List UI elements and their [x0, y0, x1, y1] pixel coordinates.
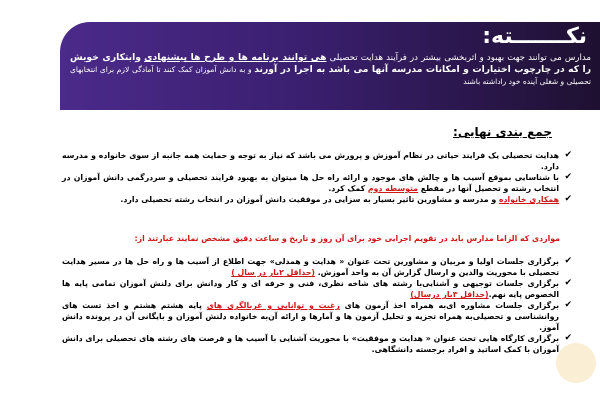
bullet-text: پایه هشتم هشتم و اخذ تست های روانشناسی و تحصیلی‌به همراه تجزیه و تحلیل آزمون ها و آمارها و ارائه آن‌به خانواده دلنش آموزان و بایگانی آن در پرونده دانش آموز. — [62, 301, 559, 332]
bullet-text: برگزاری جلسات مشاوره ای‌به همراه اخذ آزمون های — [339, 301, 559, 310]
bullet-item — [62, 300, 572, 333]
check-bullet-icon: ✔ — [564, 256, 572, 266]
check-bullet-icon: ✔ — [564, 300, 572, 310]
bullet-item — [62, 172, 572, 194]
bullet-text: برگزاری جلسات اولیا و مربیان و مشاورین تحت عنوان « هدایت و همدلی» جهت اطلاع از آسیب ها و راه حل ها در مسیر هدایت تحصیلی با محوریت والدین و ارسال گزارش آن به واحد آموزش. — [62, 257, 559, 277]
section-title: جمع بندی نهایی: — [453, 125, 552, 139]
watermark-logo — [556, 343, 596, 383]
bullet-highlight: متوسطه دوم — [367, 184, 419, 193]
bullet-highlight: (حداقل ۳بار درسال) — [410, 290, 489, 299]
banner-line2: وابتکاری خویش را که در چارچوب اختیارات و امکانات مدرسه آنها می باشد به اجرا در آورند — [70, 52, 591, 75]
bullet-list — [62, 150, 572, 205]
bullet-text: هدایت تحصیلی یک فرایند حیاتی در نظام آموزش و پرورش می باشد که نیاز به توجه و حمایت همه جانبه از سوی خانواده و مدرسه دارد. — [62, 151, 559, 171]
bullet-highlight: رغبت و توانایی و غربالگری های — [206, 301, 340, 310]
bullet-text: و مدرسه و مشاورین تاثیر بسیار به سزایی در موفقیت دانش آموزان در انتخاب رشته تحصیلی دارد. — [120, 195, 499, 204]
banner-line2b: و به دانش — [219, 65, 255, 74]
required-list — [62, 256, 572, 355]
bullet-item — [62, 278, 572, 300]
banner-line3: آموزان کمک کنند تا آمادگی لازم برای انتخابهای تحصیلی و شغلی آینده خود راداشته باشند — [70, 65, 591, 86]
required-note: مواردی که الزاما مدارس باید در تقویم اجرایی خود برای آن روز و تاریخ و ساعت دقیق مشخص نمایند عبارتند از: — [134, 234, 560, 243]
note-banner — [60, 22, 600, 110]
check-bullet-icon: ✔ — [564, 194, 572, 204]
check-bullet-icon: ✔ — [564, 278, 572, 288]
bullet-item — [62, 333, 572, 355]
bullet-item — [62, 150, 572, 172]
banner-text — [70, 52, 591, 88]
bullet-text: برگزاری کارگاه هایی تحت عنوان « هدایت و موفقیت» با محوریت آشنایی با آسیب ها و فرصت های رشته های تحصیلی برای دانش آموزان با کمک اساتید و افراد برجسته دانشگاهی. — [62, 334, 559, 354]
check-bullet-icon: ✔ — [564, 172, 572, 182]
bullet-text: برگزاری جلسات توجیهی و آشنایی‌با رشته های شاخه نظری، فنی و حرفه ای و کار ودانش برای دلنش آموزان تمامی پایه ها الخصوص پایه نهم. — [62, 279, 559, 299]
bullet-text: کمک کرد. — [328, 184, 368, 193]
check-bullet-icon: ✔ — [564, 150, 572, 160]
banner-line1a: مدارس می توانند جهت بهبود و اثربخشی بیشتر در فرآیند هدایت تحصیلی — [326, 53, 591, 63]
bullet-highlight: (حداقل ۲بار در سال ) — [231, 268, 315, 277]
check-bullet-icon: ✔ — [564, 333, 572, 343]
bullet-text: با شناسایی بموقع آسیب ها و چالش های موجود و ارائه راه حل ها میتوان به بهبود فرایند تحصیلی و سردرگمی دانش آموزان در انتخاب رشته و تحصیل آنها در مقطع — [62, 173, 559, 193]
bullet-item — [62, 194, 572, 205]
banner-title: نکـــــــته: — [482, 24, 587, 49]
bullet-highlight: همکاری خانواده — [498, 195, 559, 204]
bullet-item — [62, 256, 572, 278]
banner-line1b: هی توانند برنامه ها و طرح ها پیشنهادی — [144, 52, 327, 63]
